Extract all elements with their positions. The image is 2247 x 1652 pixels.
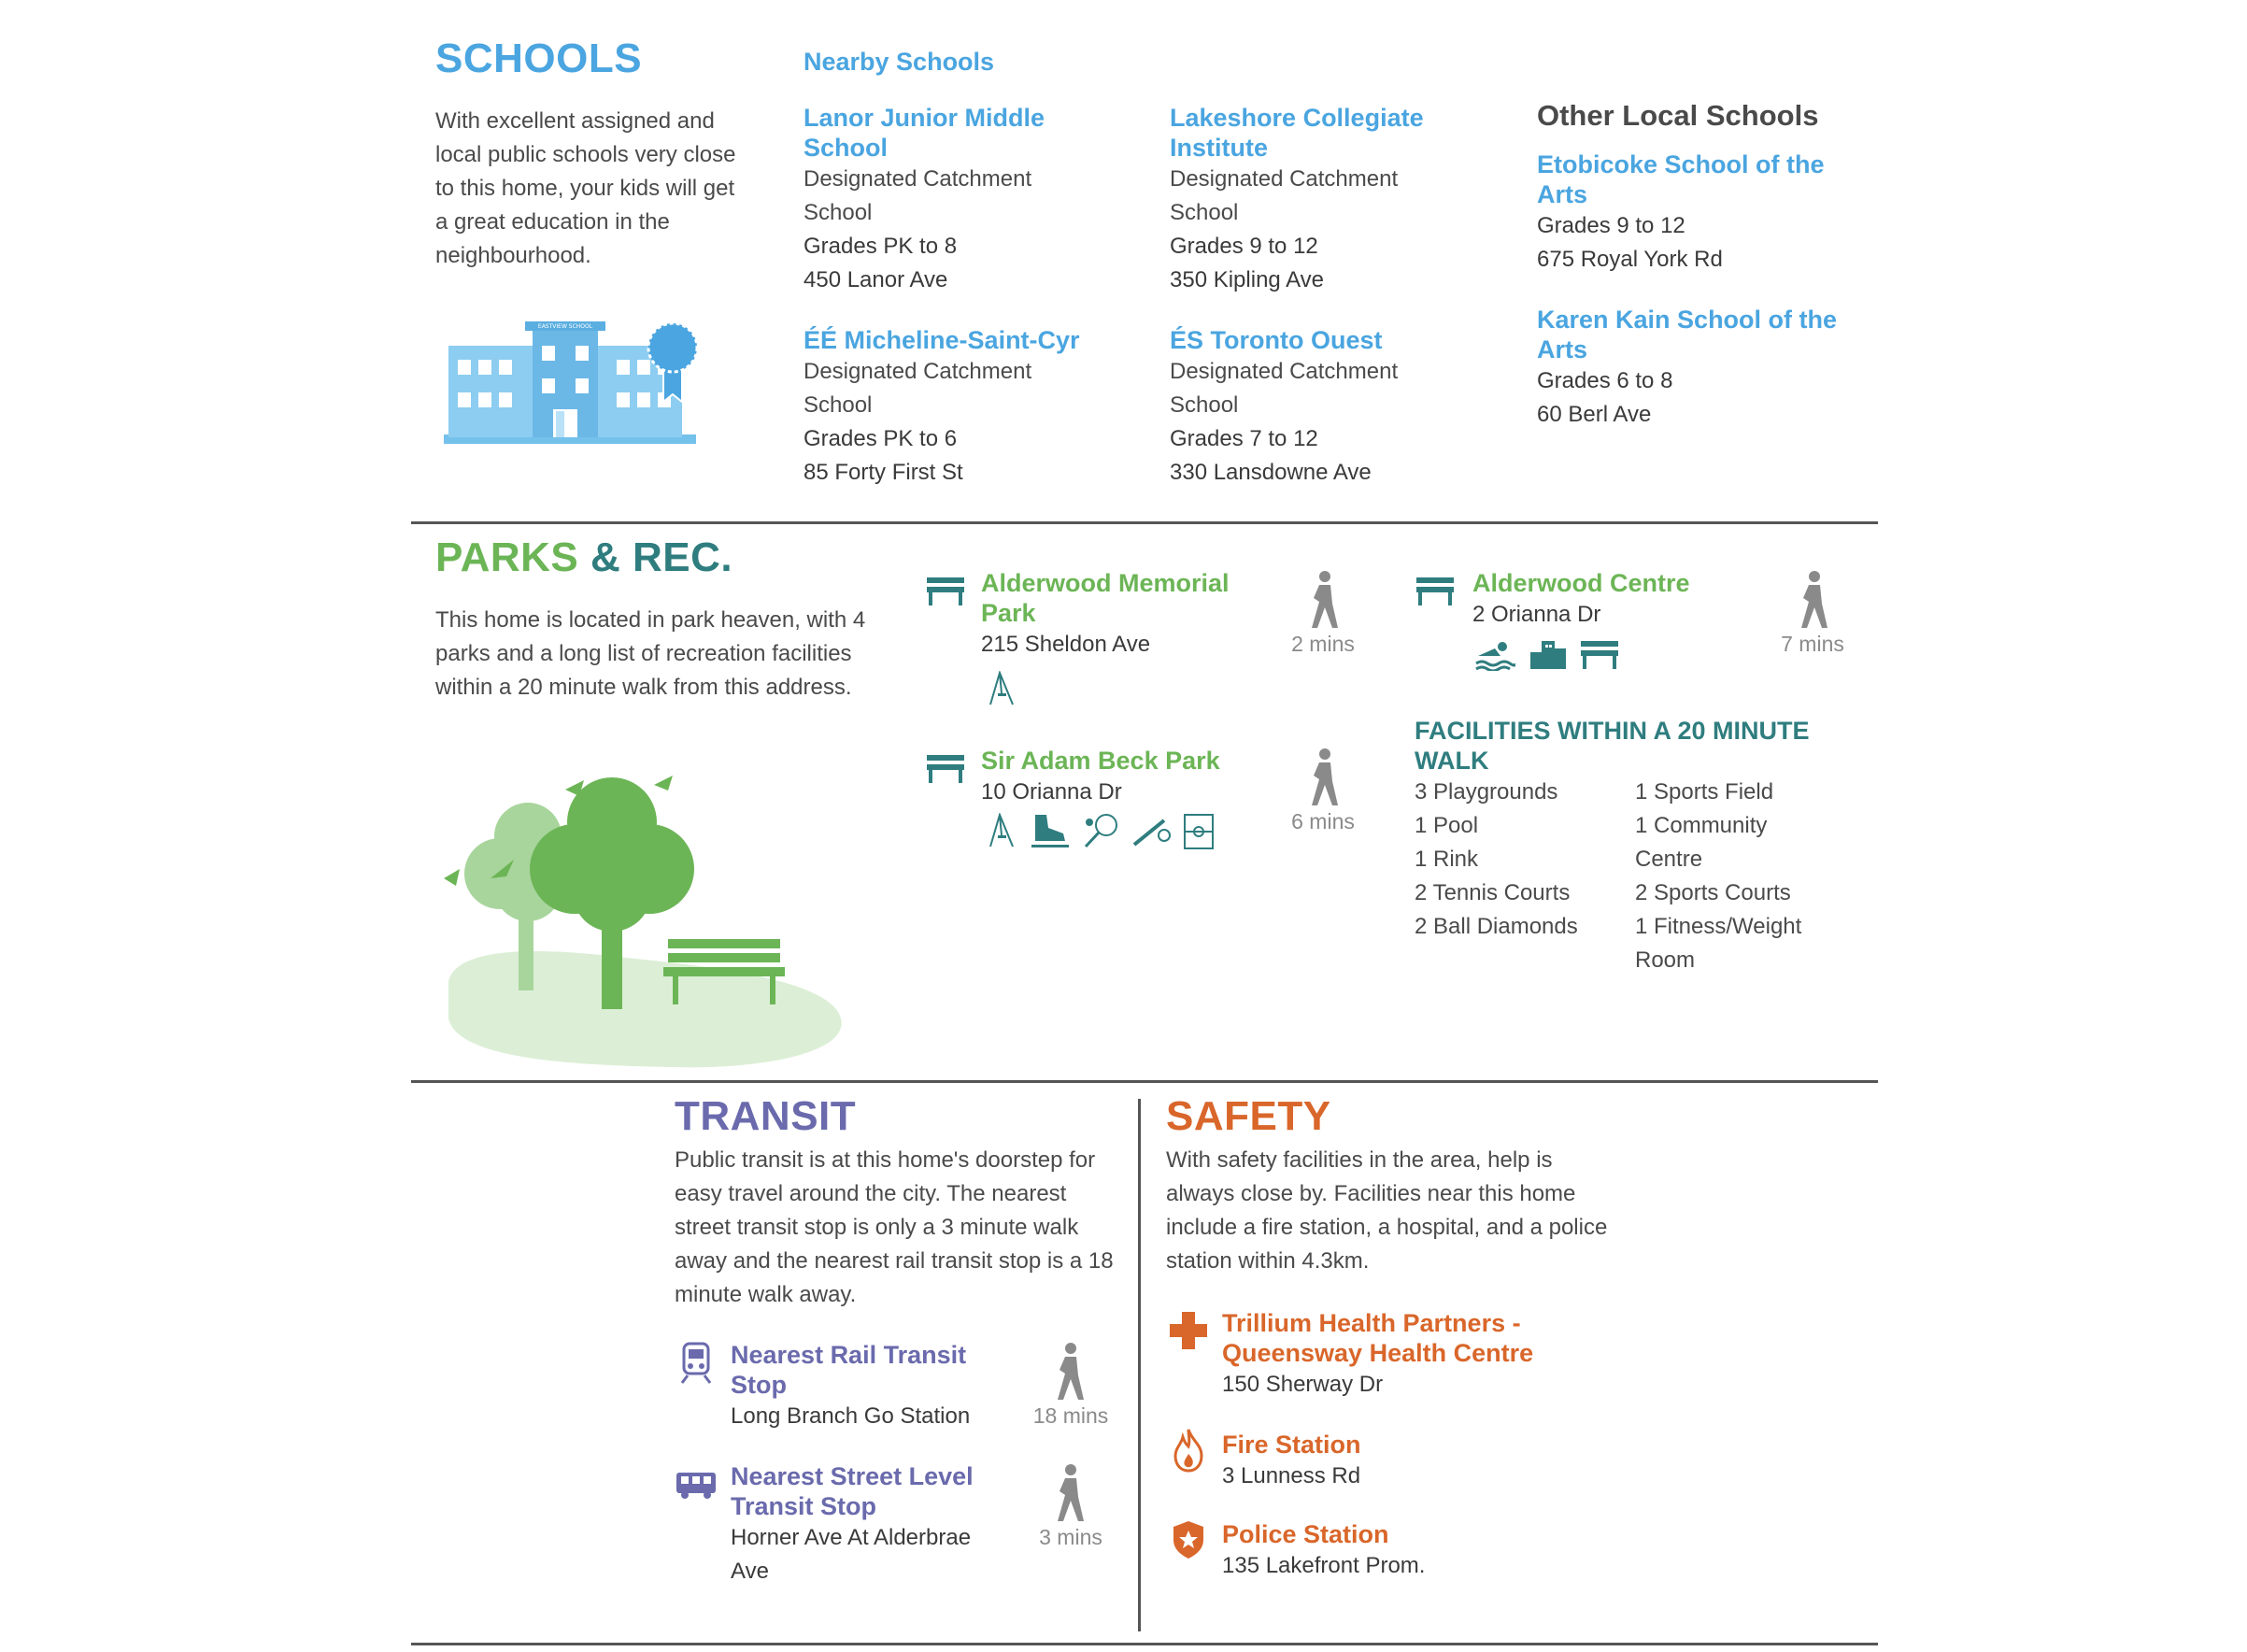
- parks-description: This home is located in park heaven, with 4 parks and a long list of recreation facilities within a 20 minute walk from this address.: [435, 607, 866, 700]
- bench-icon: [925, 576, 966, 607]
- parks-title-part1: PARKS: [435, 534, 579, 580]
- transit-card: [731, 1340, 1011, 1433]
- transit-address: Long Branch Go Station: [731, 1403, 971, 1429]
- safety-card: [1222, 1519, 1577, 1583]
- bus-icon: [675, 1469, 718, 1501]
- school-grades: Grades 9 to 12: [1537, 213, 1685, 238]
- park-amenities: [1474, 639, 1620, 671]
- bench-icon: [1579, 639, 1620, 671]
- safety-address: 135 Lakefront Prom.: [1222, 1553, 1426, 1578]
- transit-card: [731, 1461, 1011, 1588]
- park-card: [981, 568, 1280, 662]
- facility-item: 1 Community Centre: [1635, 813, 1768, 872]
- school-type: Designated Catchment School: [1170, 359, 1399, 418]
- walking-person-icon: [1050, 1463, 1091, 1523]
- transit-address: Horner Ave At Alderbrae Ave: [731, 1525, 972, 1584]
- facility-item: 2 Tennis Courts: [1415, 880, 1571, 905]
- tennis-icon: [1082, 813, 1119, 848]
- sports-field-icon: [1183, 813, 1215, 850]
- school-grades: Grades PK to 8: [804, 234, 958, 259]
- train-icon: [680, 1342, 712, 1385]
- bench-icon: [925, 753, 966, 785]
- walking-person-icon: [1304, 570, 1345, 630]
- park-illustration-icon: [439, 766, 850, 1075]
- facility-item: 3 Playgrounds: [1415, 779, 1558, 805]
- walking-person-icon: [1050, 1342, 1091, 1402]
- community-centre-icon: [1527, 639, 1568, 671]
- divider: [411, 1643, 1878, 1645]
- hospital-cross-icon: [1168, 1310, 1209, 1351]
- school-building-icon: [439, 308, 719, 449]
- park-name-link[interactable]: Alderwood Memorial Park: [981, 569, 1230, 627]
- facility-item: 1 Sports Field: [1635, 779, 1774, 805]
- transit-name-link[interactable]: Nearest Street Level Transit Stop: [731, 1462, 974, 1520]
- playground-icon: [985, 813, 1018, 848]
- park-card: [1472, 568, 1771, 632]
- school-address: 85 Forty First St: [804, 460, 963, 485]
- school-name-link[interactable]: Etobicoke School of the Arts: [1537, 150, 1825, 208]
- schools-description: With excellent assigned and local public schools very close to this home, your kids will get a great education in the neighbourhood.: [435, 108, 736, 268]
- school-type: Designated Catchment School: [1170, 166, 1399, 225]
- school-grades: Grades 7 to 12: [1170, 426, 1318, 451]
- safety-title: SAFETY: [1166, 1093, 1331, 1139]
- school-sign-text: EASTVIEW SCHOOL: [537, 323, 593, 330]
- school-name-link[interactable]: ÉÉ Micheline-Saint-Cyr: [804, 326, 1080, 354]
- park-address: 2 Orianna Dr: [1472, 602, 1601, 627]
- park-name-link[interactable]: Alderwood Centre: [1472, 569, 1690, 597]
- police-badge-icon: [1172, 1519, 1205, 1560]
- safety-name-link[interactable]: Police Station: [1222, 1520, 1389, 1548]
- divider: [411, 1080, 1878, 1083]
- pool-icon: [1474, 639, 1515, 671]
- nearby-school-card: [804, 103, 1102, 297]
- walk-time: 2 mins: [1291, 632, 1355, 656]
- facility-item: 1 Fitness/Weight Room: [1635, 914, 1802, 973]
- safety-name-link[interactable]: Trillium Health Partners - Queensway Health Centre: [1222, 1309, 1534, 1367]
- safety-card: [1222, 1430, 1577, 1493]
- school-name-link[interactable]: ÉS Toronto Ouest: [1170, 326, 1383, 354]
- walking-person-icon: [1794, 570, 1835, 630]
- column-divider: [1138, 1099, 1141, 1631]
- parks-title: [435, 534, 732, 581]
- school-name-link[interactable]: Lakeshore Collegiate Institute: [1170, 104, 1424, 162]
- skate-icon: [1030, 813, 1071, 848]
- school-grades: Grades PK to 6: [804, 426, 958, 451]
- park-name-link[interactable]: Sir Adam Beck Park: [981, 747, 1220, 775]
- safety-address: 3 Lunness Rd: [1222, 1463, 1361, 1488]
- bench-icon: [1415, 576, 1456, 607]
- transit-description: Public transit is at this home's doorstep for easy travel around the city. The nearest street transit stop is only a 3 minute walk away and the nearest rail transit stop is a 18 minute walk away.: [675, 1147, 1114, 1307]
- transit-name-link[interactable]: Nearest Rail Transit Stop: [731, 1341, 967, 1399]
- safety-name-link[interactable]: Fire Station: [1222, 1431, 1361, 1459]
- school-address: 350 Kipling Ave: [1170, 267, 1325, 292]
- school-address: 330 Lansdowne Ave: [1170, 460, 1372, 485]
- school-type: Designated Catchment School: [804, 359, 1032, 418]
- school-name-link[interactable]: Lanor Junior Middle School: [804, 104, 1045, 162]
- facilities-list-col2: [1635, 776, 1831, 977]
- parks-title-part2: & REC.: [590, 534, 733, 580]
- safety-card: [1222, 1308, 1577, 1402]
- facility-item: 1 Pool: [1415, 813, 1479, 838]
- nearby-school-card: [804, 325, 1102, 490]
- other-school-card: [1537, 150, 1845, 277]
- schools-title: SCHOOLS: [435, 36, 643, 81]
- fire-icon: [1172, 1428, 1205, 1473]
- school-grades: Grades 6 to 8: [1537, 368, 1673, 393]
- facilities-list-col1: [1415, 776, 1620, 944]
- park-address: 10 Orianna Dr: [981, 779, 1122, 805]
- school-grades: Grades 9 to 12: [1170, 234, 1318, 259]
- walk-time: 3 mins: [1039, 1525, 1102, 1549]
- facility-item: 2 Sports Courts: [1635, 880, 1791, 905]
- transit-title: TRANSIT: [675, 1093, 857, 1139]
- school-address: 675 Royal York Rd: [1537, 247, 1723, 272]
- school-name-link[interactable]: Karen Kain School of the Arts: [1537, 306, 1838, 363]
- nearby-school-card: [1170, 103, 1469, 297]
- school-address: 450 Lanor Ave: [804, 267, 948, 292]
- safety-description: With safety facilities in the area, help is always close by. Facilities near this home include a fire station, a hospital, and a police station within 4.3km.: [1166, 1147, 1608, 1274]
- other-school-card: [1537, 305, 1845, 432]
- baseball-icon: [1131, 813, 1172, 848]
- walk-time: 7 mins: [1781, 632, 1844, 656]
- facility-item: 2 Ball Diamonds: [1415, 914, 1578, 939]
- other-schools-heading: Other Local Schools: [1537, 99, 1819, 132]
- park-amenities: [985, 813, 1215, 850]
- walk-time: 18 mins: [1032, 1403, 1109, 1428]
- divider: [411, 521, 1878, 524]
- nearby-schools-heading: Nearby Schools: [804, 48, 995, 76]
- safety-address: 150 Sherway Dr: [1222, 1372, 1384, 1397]
- walking-person-icon: [1304, 748, 1345, 807]
- walk-time: 6 mins: [1291, 809, 1355, 833]
- school-type: Designated Catchment School: [804, 166, 1032, 225]
- playground-icon: [985, 671, 1018, 706]
- park-address: 215 Sheldon Ave: [981, 632, 1151, 657]
- facilities-heading: FACILITIES WITHIN A 20 MINUTE WALK: [1415, 717, 1810, 775]
- school-address: 60 Berl Ave: [1537, 402, 1652, 427]
- facility-item: 1 Rink: [1415, 847, 1479, 872]
- nearby-school-card: [1170, 325, 1469, 490]
- park-card: [981, 746, 1280, 809]
